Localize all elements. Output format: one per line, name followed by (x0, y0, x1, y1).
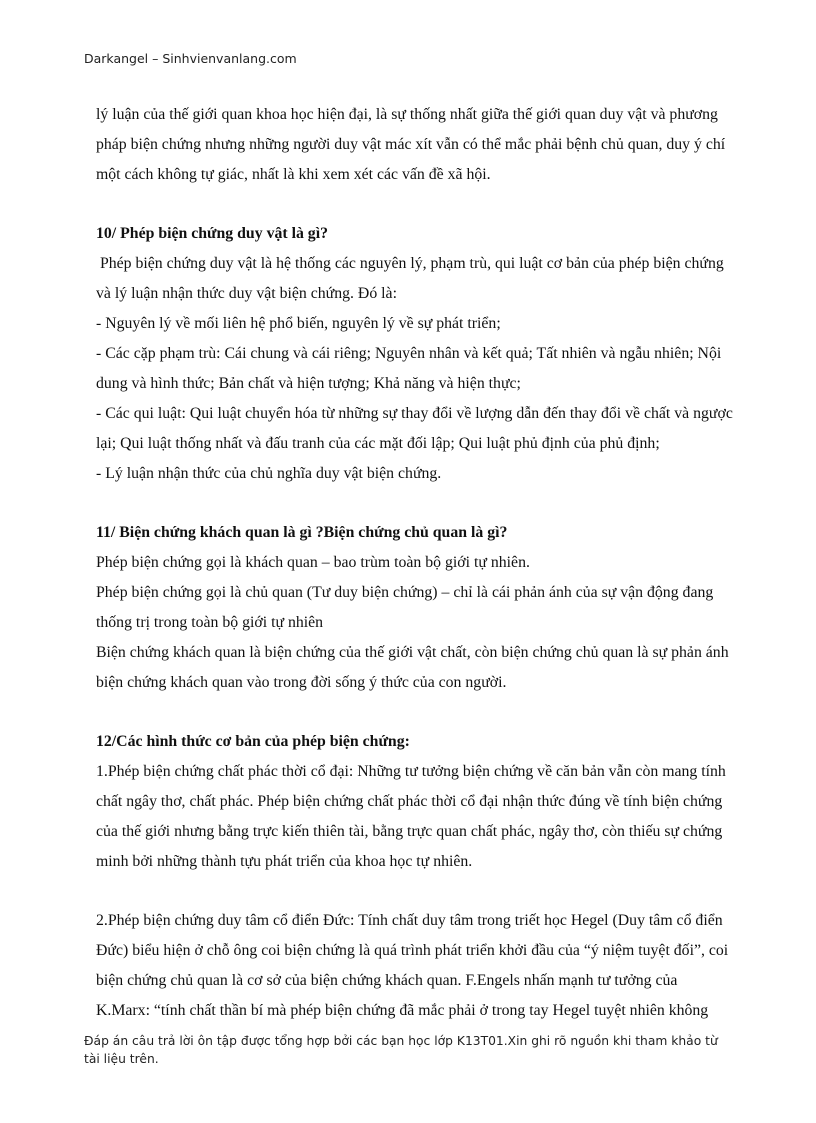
body-line: pháp biện chứng nhưng những người duy vật mác xít vẫn có thể mắc phải bệnh chủ quan, duy ý chí (96, 136, 726, 153)
footer-line: Đáp án câu trả lời ôn tập được tổng hợp bởi các bạn học lớp K13T01.Xin ghi rõ nguồn khi tham khảo từ (84, 1034, 718, 1048)
body-line: 2.Phép biện chứng duy tâm cổ điển Đức: Tính chất duy tâm trong triết học Hegel (Duy tâm cổ điển (96, 912, 723, 929)
section-q11 (96, 518, 746, 698)
footer-line: tài liệu trên. (84, 1052, 159, 1066)
body-line: K.Marx: “tính chất thần bí mà phép biện chứng đã mắc phải ở trong tay Hegel tuyệt nhiên không (96, 1002, 709, 1019)
body-line: lý luận của thế giới quan khoa học hiện đại, là sự thống nhất giữa thế giới quan duy vật và phương (96, 106, 718, 123)
list-item: - Các qui luật: Qui luật chuyển hóa từ những sự thay đổi về lượng dẫn đến thay đổi về chất và ngược (96, 405, 733, 422)
body-line: một cách không tự giác, nhất là khi xem xét các vấn đề xã hội. (96, 166, 491, 183)
body-line: lại; Qui luật thống nhất và đấu tranh của các mặt đối lập; Qui luật phủ định của phủ định; (96, 435, 660, 452)
section-gap (96, 698, 746, 727)
body-line: của thế giới nhưng bằng trực kiến thiên tài, bằng trực quan chất phác, ngây thơ, còn thiếu sự chứng (96, 823, 723, 840)
body-line: Phép biện chứng gọi là khách quan – bao trùm toàn bộ giới tự nhiên. (96, 554, 530, 571)
body-line: 1.Phép biện chứng chất phác thời cổ đại: Những tư tưởng biện chứng về căn bản vẫn còn mang tính (96, 763, 726, 780)
body-line: biện chứng khách quan vào trong đời sống ý thức của con người. (96, 674, 507, 691)
list-item: - Nguyên lý về mối liên hệ phổ biến, nguyên lý về sự phát triển; (96, 315, 501, 332)
section-heading: 10/ Phép biện chứng duy vật là gì? (96, 225, 328, 242)
page-footer (84, 1032, 744, 1068)
paragraph-q12-2 (96, 906, 746, 1026)
section-gap (96, 190, 746, 219)
list-item: - Các cặp phạm trù: Cái chung và cái riêng; Nguyên nhân và kết quả; Tất nhiên và ngẫu nhiên; Nội (96, 345, 722, 362)
body-line: minh bởi những thành tựu phát triển của khoa học tự nhiên. (96, 853, 473, 870)
section-q10 (96, 219, 746, 489)
body-line: thống trị trong toàn bộ giới tự nhiên (96, 614, 324, 631)
body-line: Đức) biểu hiện ở chỗ ông coi biện chứng là quá trình phát triển khởi đầu của “ý niệm tuyệt đối”, coi (96, 942, 729, 959)
body-line: biện chứng chủ quan là cơ sở của biện chứng khách quan. F.Engels nhấn mạnh tư tưởng của (96, 972, 678, 989)
body-line: Phép biện chứng duy vật là hệ thống các nguyên lý, phạm trù, qui luật cơ bản của phép biện chứng (96, 255, 724, 272)
body-line: chất ngây thơ, chất phác. Phép biện chứng chất phác thời cổ đại nhận thức đúng về tính biện chứng (96, 793, 723, 810)
document-body (96, 100, 746, 1026)
section-heading: 12/Các hình thức cơ bản của phép biện chứng: (96, 733, 410, 750)
section-heading: 11/ Biện chứng khách quan là gì ?Biện chứng chủ quan là gì? (96, 524, 508, 541)
paragraph-q12-1 (96, 757, 746, 877)
list-item: - Lý luận nhận thức của chủ nghĩa duy vật biện chứng. (96, 465, 442, 482)
body-line: dung và hình thức; Bản chất và hiện tượng; Khả năng và hiện thực; (96, 375, 521, 392)
body-line: Phép biện chứng gọi là chủ quan (Tư duy biện chứng) – chỉ là cái phản ánh của sự vận động đang (96, 584, 714, 601)
body-line: Biện chứng khách quan là biện chứng của thế giới vật chất, còn biện chứng chủ quan là sự phản ánh (96, 644, 729, 661)
intro-paragraph (96, 100, 746, 190)
section-q12 (96, 727, 746, 1026)
page-header: Darkangel – Sinhvienvanlang.com (84, 51, 297, 66)
body-line: và lý luận nhận thức duy vật biện chứng. Đó là: (96, 285, 397, 302)
paragraph-gap (96, 877, 746, 906)
section-gap (96, 489, 746, 518)
